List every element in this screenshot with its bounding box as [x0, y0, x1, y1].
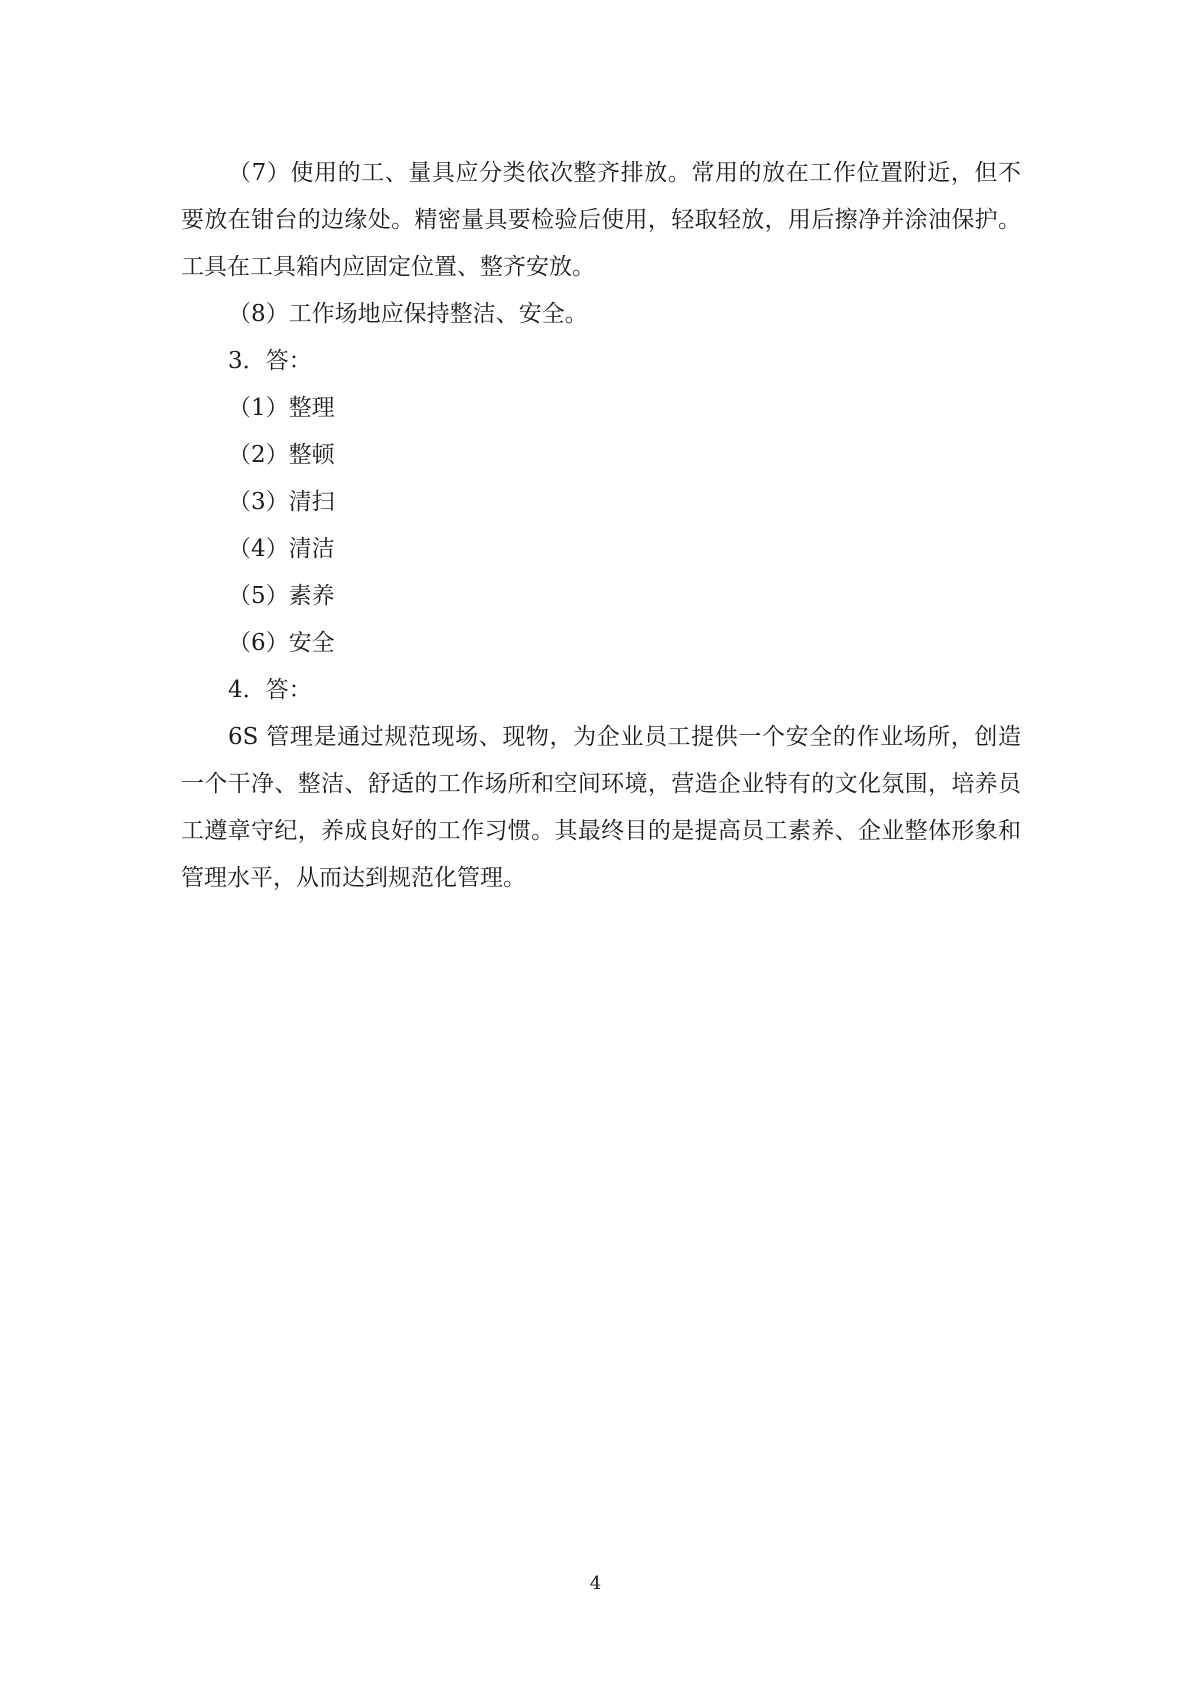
answer-3-item: （2）整顿: [228, 442, 335, 468]
answer-4-paragraph: 6S 管理是通过规范现场、现物，为企业员工提供一个安全的作业场所，创造一个干净、整洁、舒适的工作场所和空间环境，营造企业特有的文化氛围，培养员工遵章守纪，养成良好的工作习惯。其最终目的是提高员工素养、企业整体形象和管理水平，从而达到规范化管理。: [181, 724, 1021, 891]
document-body: [181, 150, 1021, 902]
answer-3-item: （3）清扫: [228, 489, 335, 515]
paragraph-item-7: （7）使用的工、量具应分类依次整齐排放。常用的放在工作位置附近，但不要放在钳台的边缘处。精密量具要检验后使用，轻取轻放，用后擦净并涂油保护。工具在工具箱内应固定位置、整齐安放。: [181, 160, 1021, 280]
answer-3-item: （6）安全: [228, 630, 335, 656]
answer-4-heading: 4．答：: [228, 677, 312, 703]
page-number: 4: [589, 1573, 602, 1594]
answer-3-item: （4）清洁: [228, 536, 335, 562]
paragraph-item-8: （8）工作场地应保持整洁、安全。: [228, 301, 588, 327]
answer-3-heading: 3．答：: [228, 348, 312, 374]
answer-3-item: （5）素养: [228, 583, 335, 609]
answer-3-item: （1）整理: [228, 395, 335, 421]
